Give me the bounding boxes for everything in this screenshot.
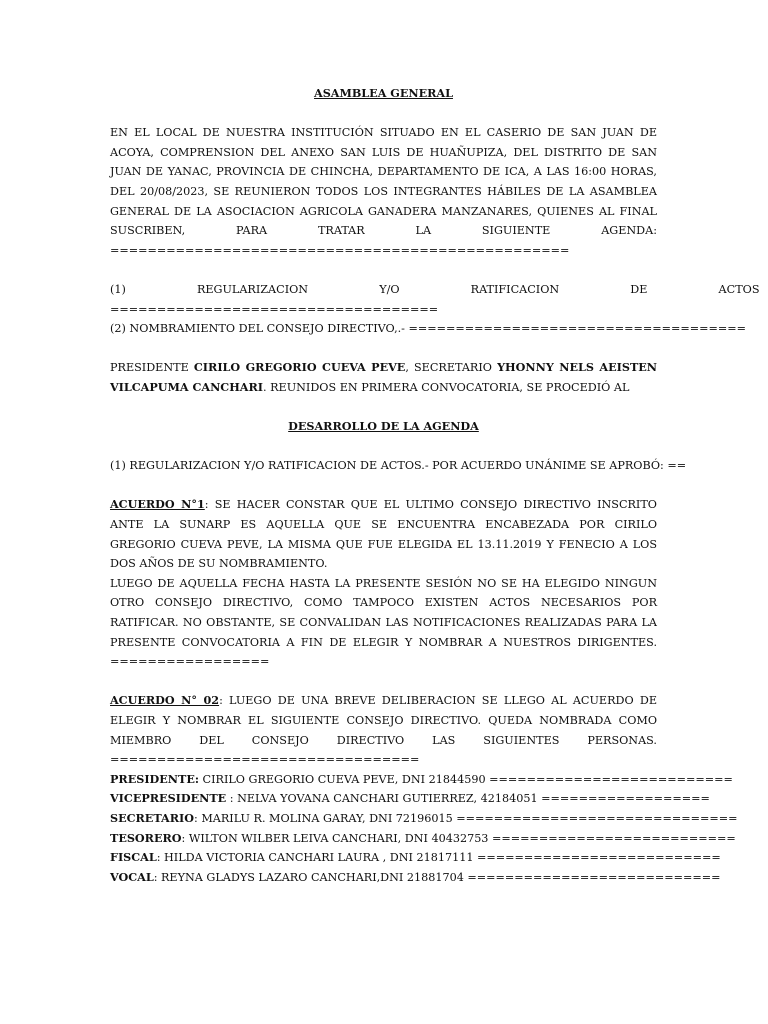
section-title: DESARROLLO DE LA AGENDA	[288, 419, 479, 434]
secretary-name: YHONNY NELS AEISTEN VILCAPUMA CANCHARI	[110, 360, 658, 394]
presidency-paragraph: PRESIDENTE CIRILO GREGORIO CUEVA PEVE, SECRETARIO YHONNY NELS AEISTEN VILCAPUMA CANCHARI. REUNIDOS EN PRIMERA CONVOCATORIA, SE PROCEDIÓ AL	[110, 360, 658, 394]
acuerdo-1-continuation: LUEGO DE AQUELLA FECHA HASTA LA PRESENTE SESIÓN NO SE HA ELEGIDO NINGUN OTRO CONSEJO DIRECTIVO, COMO TAMPOCO EXISTEN ACTOS NECESARIOS POR RATIFICAR. NO OBSTANTE, SE CONVALIDAN LAS NOTIFICACIONES REALIZADAS PARA LA PRESENTE CONVOCATORIA A FIN DE ELEGIR Y NOMBRAR A NUESTROS DIRIGENTES. =================	[110, 576, 657, 669]
member-vicepresident: VICEPRESIDENTE : NELVA YOVANA CANCHARI GUTIERREZ, 42184051 ==================	[110, 791, 710, 806]
document-body	[110, 84, 760, 887]
intro-paragraph: EN EL LOCAL DE NUESTRA INSTITUCIÓN SITUADO EN EL CASERIO DE SAN JUAN DE ACOYA, COMPRENSION DEL ANEXO SAN LUIS DE HUAÑUPIZA, DEL DISTRITO DE SAN JUAN DE YANAC, PROVINCIA DE CHINCHA, DEPARTAMENTO DE ICA, A LAS 16:00 HORAS, DEL 20/08/2023, SE REUNIERON TODOS LOS INTEGRANTES HÁBILES DE LA ASAMBLEA GENERAL DE LA ASOCIACION AGRICOLA GANADERA MANZANARES, QUIENES AL FINAL SUSCRIBEN, PARA TRATAR LA SIGUIENTE AGENDA: =================================================	[110, 126, 657, 257]
acuerdo-1-paragraph: ACUERDO N°1: SE HACER CONSTAR QUE EL ULTIMO CONSEJO DIRECTIVO INSCRITO ANTE LA SUNARP ES AQUELLA QUE SE ENCUENTRA ENCABEZADA POR CIRILO GREGORIO CUEVA PEVE, LA MISMA QUE FUE ELEGIDA EL 13.11.2019 Y FENECIO A LOS DOS AÑOS DE SU NOMBRAMIENTO.	[110, 497, 657, 571]
acuerdo-1-label: ACUERDO N°1	[110, 497, 205, 512]
member-treasurer: TESORERO: WILTON WILBER LEIVA CANCHARI, DNI 40432753 ==========================	[110, 830, 736, 845]
agenda-item-1: (1) REGULARIZACION Y/O RATIFICACION DE ACTOS	[110, 282, 760, 296]
president-name: CIRILO GREGORIO CUEVA PEVE	[193, 360, 406, 375]
document-title: ASAMBLEA GENERAL	[314, 86, 453, 100]
acuerdo-2-label: ACUERDO N° 02	[110, 693, 220, 708]
agenda-item-2: (2) NOMBRAMIENTO DEL CONSEJO DIRECTIVO,.- ====================================	[110, 322, 746, 336]
development-line: (1) REGULARIZACION Y/O RATIFICACION DE ACTOS.- POR ACUERDO UNÁNIME SE APROBÓ: ==	[110, 459, 687, 473]
acuerdo-2-paragraph: ACUERDO N° 02: LUEGO DE UNA BREVE DELIBERACION SE LLEGO AL ACUERDO DE ELEGIR Y NOMBRAR EL SIGUIENTE CONSEJO DIRECTIVO. QUEDA NOMBRADA COMO MIEMBRO DEL CONSEJO DIRECTIVO LAS SIGUIENTES PERSONAS. =================================	[110, 693, 657, 767]
member-secretary: SECRETARIO: MARILU R. MOLINA GARAY, DNI 72196015 ==============================	[110, 810, 738, 825]
agenda-item-1-rule: ===================================	[110, 302, 439, 316]
member-president: PRESIDENTE: CIRILO GREGORIO CUEVA PEVE, DNI 21844590 ==========================	[110, 771, 733, 786]
member-fiscal: FISCAL: HILDA VICTORIA CANCHARI LAURA , DNI 21817111 ==========================	[110, 850, 721, 865]
member-vocal: VOCAL: REYNA GLADYS LAZARO CANCHARI,DNI 21881704 ===========================	[110, 869, 721, 884]
